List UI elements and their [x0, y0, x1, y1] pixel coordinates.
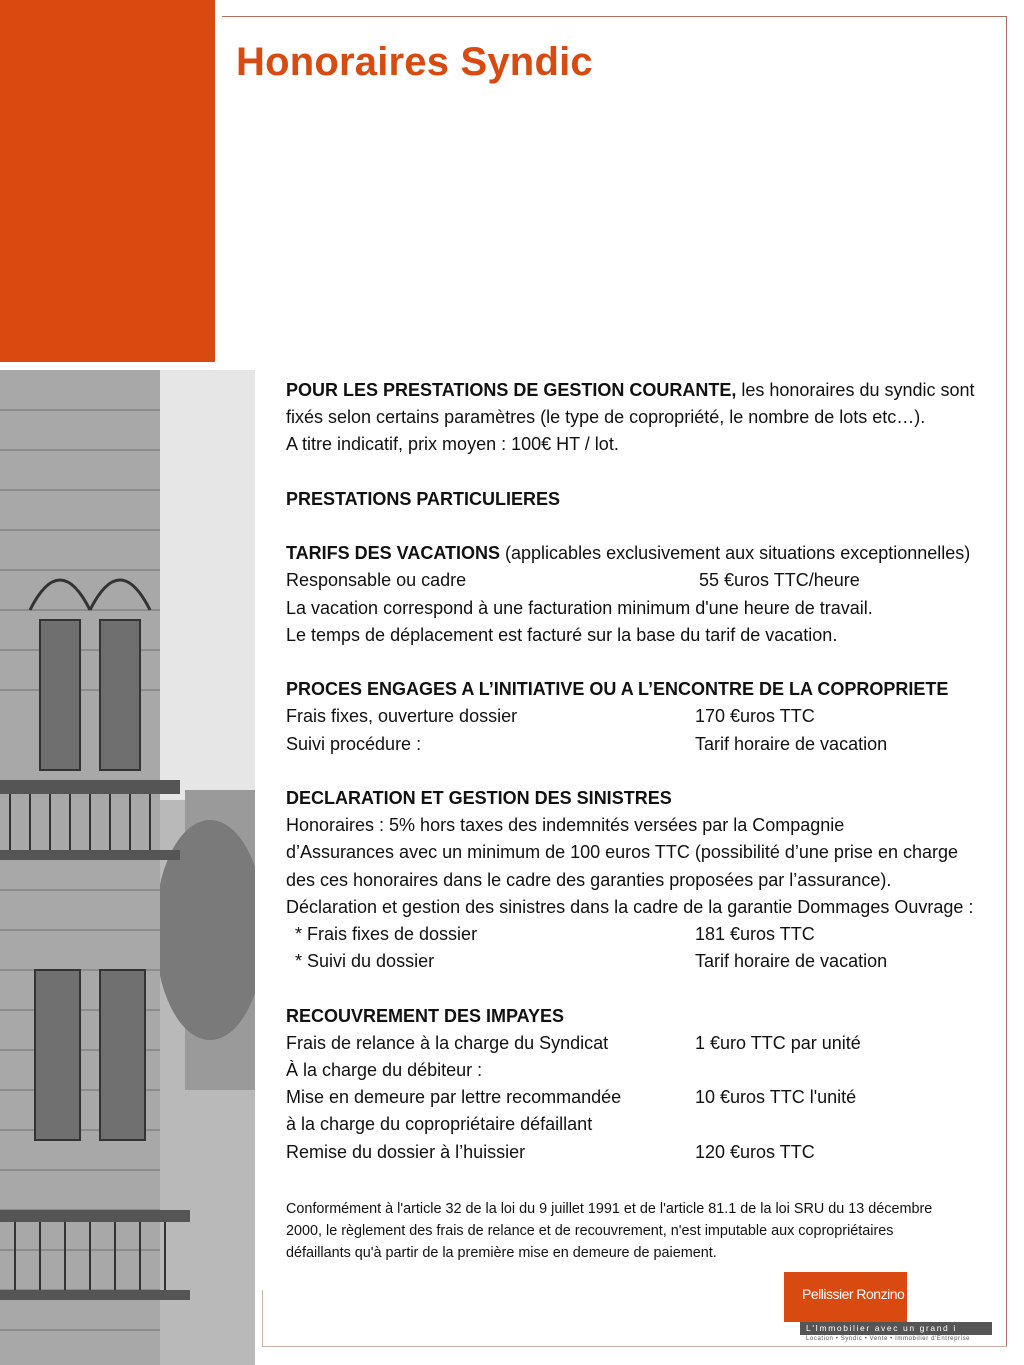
sinistres-line: Déclaration et gestion des sinistres dans la cadre de la garantie Dommages Ouvrage :: [286, 896, 974, 917]
page-title: Honoraires Syndic: [236, 40, 593, 84]
sinistres-row: * Frais fixes de dossier 181 €uros TTC: [295, 924, 815, 944]
recouvrement-row: Frais de relance à la charge du Syndicat 1 €uro TTC par unité: [286, 1032, 861, 1053]
vacations-line2: Le temps de déplacement est facturé sur la base du tarif de vacation.: [286, 624, 838, 645]
sinistres-row: * Suivi du dossier Tarif horaire de vacation: [295, 951, 888, 972]
vacations-heading: TARIFS DES VACATIONS: [286, 543, 501, 564]
vacations-heading-line: TARIFS DES VACATIONS (applicables exclusivement aux situations exceptionnelles): [286, 543, 971, 564]
sinistres-line: des ces honoraires dans le cadre des garanties proposées par l’assurance).: [286, 869, 892, 890]
sinistres-heading: DECLARATION ET GESTION DES SINISTRES: [286, 787, 672, 808]
gestion-courante-line2: fixés selon certains paramètres (le type de copropriété, le nombre de lots etc…).: [286, 407, 926, 428]
logo-name: Pellissier Ronzino: [802, 1286, 905, 1302]
sinistres-line: Honoraires : 5% hors taxes des indemnités versées par la Compagnie: [286, 815, 845, 836]
legal-footnote: Conformément à l'article 32 de la loi du 9 juillet 1991 et de l'article 81.1 de la loi SRU du 13 décembre 2000, le règlement des frais de relance et de recouvrement, n'est imputable aux copropriétaires défaillants qu'à partir de la première mise en demeure de paiement.: [286, 1201, 933, 1261]
recouvrement-row: Mise en demeure par lettre recommandée 10 €uros TTC l'unité: [286, 1087, 857, 1108]
vacation-rate-row: Responsable ou cadre 55 €uros TTC/heure: [286, 570, 860, 591]
building-illustration: [0, 370, 255, 1365]
orange-accent-block: [0, 0, 215, 362]
proces-row: Frais fixes, ouverture dossier 170 €uros TTC: [286, 706, 815, 727]
frame-line-left: [262, 1290, 263, 1347]
fee-schedule: [286, 377, 1006, 1166]
recouvrement-debiteur: À la charge du débiteur :: [286, 1060, 483, 1080]
recouvrement-defaillant: à la charge du copropriétaire défaillant: [286, 1114, 593, 1135]
proces-row: Suivi procédure : Tarif horaire de vacation: [286, 733, 888, 754]
logo-services: Location • Syndic • Vente • Immobilier d'Entreprise: [806, 1336, 971, 1342]
gestion-courante-heading: POUR LES PRESTATIONS DE GESTION COURANTE,: [286, 380, 737, 400]
proces-heading: PROCES ENGAGES A L’INITIATIVE OU A L’ENCONTRE DE LA COPROPRIETE: [286, 679, 949, 700]
gestion-courante-line3: A titre indicatif, prix moyen : 100€ HT / lot.: [286, 434, 619, 455]
company-logo: [784, 1272, 994, 1347]
particulieres-heading: PRESTATIONS PARTICULIERES: [286, 488, 561, 509]
recouvrement-heading: RECOUVREMENT DES IMPAYES: [286, 1005, 565, 1026]
vacations-line1: La vacation correspond à une facturation minimum d'une heure de travail.: [286, 597, 873, 618]
sinistres-line: d’Assurances avec un minimum de 100 euros TTC (possibilité d’une prise en charge: [286, 842, 959, 863]
recouvrement-row: Remise du dossier à l’huissier 120 €uros TTC: [286, 1141, 815, 1162]
frame-line-right: [1006, 16, 1007, 1346]
logo-tagline: L'Immobilier avec un grand i: [806, 1323, 957, 1333]
gestion-courante-line1: POUR LES PRESTATIONS DE GESTION COURANTE, les honoraires du syndic sont: [286, 380, 975, 400]
frame-line-top: [222, 16, 1007, 17]
